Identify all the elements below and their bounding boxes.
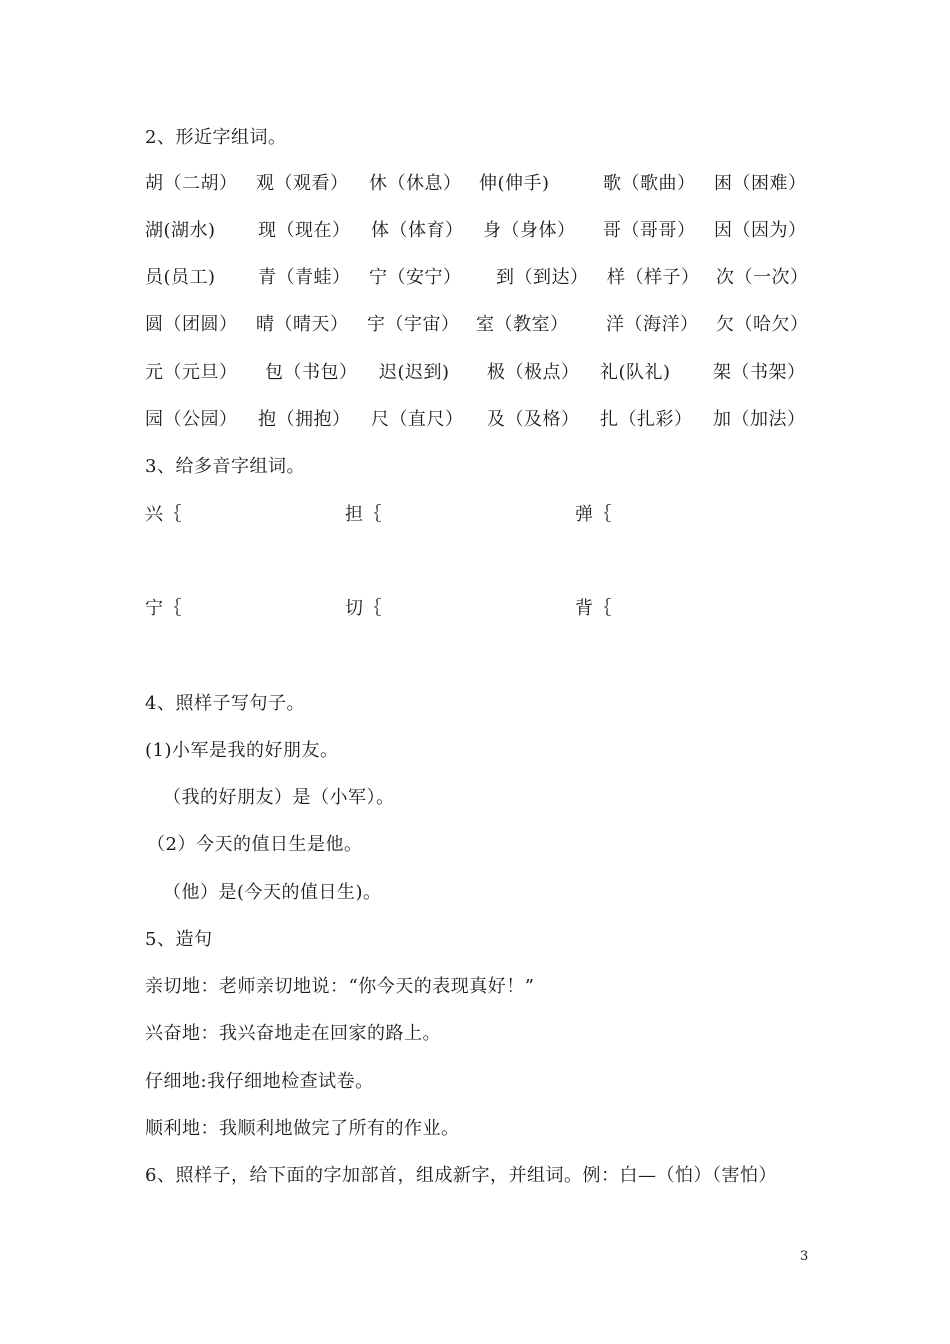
word-cell: 宁（安宁）	[369, 267, 462, 288]
word-cell: 湖(湖水)	[145, 220, 216, 241]
word-cell: 园（公园）	[145, 409, 238, 430]
exercise-sentence: （2）今天的值日生是他。	[147, 834, 363, 855]
sentence-item: 兴奋地：我兴奋地走在回家的路上。	[145, 1023, 441, 1044]
sentence-item: 仔细地:我仔细地检查试卷。	[145, 1071, 374, 1092]
word-cell: 员(员工)	[145, 267, 216, 288]
word-cell: 胡（二胡）	[145, 173, 238, 194]
section-6-title: 6、照样子，给下面的字加部首，组成新字，并组词。例：白—（怕）（害怕）	[145, 1165, 777, 1186]
word-cell: 宇（宇宙）	[367, 314, 460, 335]
word-cell: 极（极点）	[487, 362, 580, 383]
polyphone-item: 宁｛	[145, 598, 182, 619]
section-2-title: 2、形近字组词。	[145, 127, 287, 148]
word-cell: 洋（海洋）	[606, 314, 699, 335]
word-cell: 歌（歌曲）	[603, 173, 696, 194]
sentence-item: 顺利地：我顺利地做完了所有的作业。	[145, 1118, 460, 1139]
word-cell: 扎（扎彩）	[600, 409, 693, 430]
exercise-answer: （他）是(今天的值日生)。	[163, 882, 382, 903]
example-sentence: (1)小军是我的好朋友。	[145, 740, 339, 761]
polyphone-item: 背｛	[575, 598, 612, 619]
section-4-title: 4、照样子写句子。	[145, 693, 305, 714]
word-cell: 礼(队礼)	[600, 362, 671, 383]
word-cell: 体（体育）	[371, 220, 464, 241]
word-cell: 欠（哈欠）	[716, 314, 809, 335]
polyphone-item: 弹｛	[575, 504, 612, 525]
word-cell: 迟(迟到)	[379, 362, 450, 383]
polyphone-item: 担｛	[345, 504, 382, 525]
word-cell: 因（因为）	[714, 220, 807, 241]
word-cell: 青（青蛙）	[258, 267, 351, 288]
word-cell: 晴（晴天）	[256, 314, 349, 335]
polyphone-item: 切｛	[345, 598, 382, 619]
word-cell: 观（观看）	[256, 173, 349, 194]
word-cell: 室（教室）	[476, 314, 569, 335]
word-cell: 包（书包）	[265, 362, 358, 383]
polyphone-item: 兴｛	[145, 504, 182, 525]
word-cell: 尺（直尺）	[371, 409, 464, 430]
section-5-title: 5、造句	[145, 929, 213, 950]
section-3-title: 3、给多音字组词。	[145, 456, 305, 477]
word-cell: 困（困难）	[714, 173, 807, 194]
word-cell: 哥（哥哥）	[603, 220, 696, 241]
word-cell: 架（书架）	[713, 362, 806, 383]
page-number: 3	[800, 1249, 809, 1264]
word-cell: 到（到达）	[496, 267, 589, 288]
word-cell: 次（一次）	[716, 267, 809, 288]
sentence-item: 亲切地：老师亲切地说：“你今天的表现真好！”	[145, 976, 535, 997]
word-cell: 现（现在）	[258, 220, 351, 241]
word-cell: 身（身体）	[483, 220, 576, 241]
word-cell: 圆（团圆）	[145, 314, 238, 335]
word-cell: 元（元旦）	[145, 362, 238, 383]
word-cell: 伸(伸手)	[479, 173, 550, 194]
word-cell: 抱（拥抱）	[258, 409, 351, 430]
word-cell: 样（样子）	[607, 267, 700, 288]
word-cell: 及（及格）	[487, 409, 580, 430]
word-cell: 休（休息）	[369, 173, 462, 194]
word-cell: 加（加法）	[713, 409, 806, 430]
example-answer: （我的好朋友）是（小军）。	[163, 787, 395, 808]
